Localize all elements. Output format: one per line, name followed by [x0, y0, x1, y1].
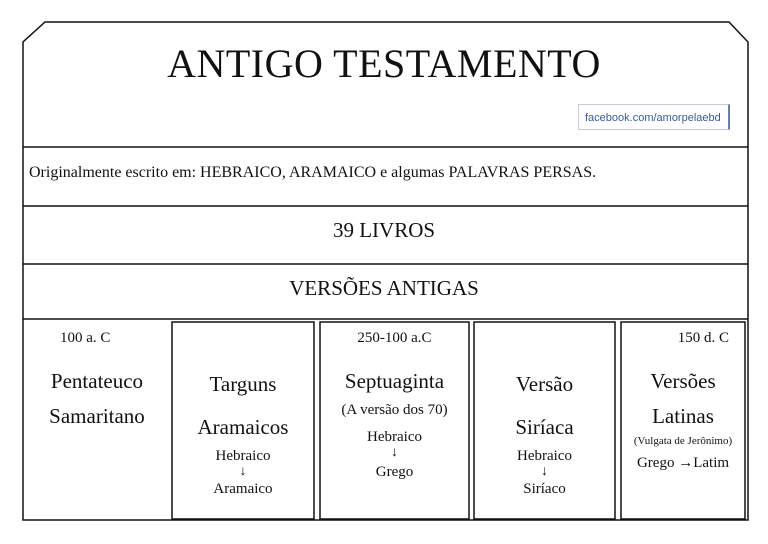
source-language: Hebraico [367, 429, 422, 445]
source-language: Hebraico [215, 448, 271, 464]
column-name-line2: Aramaicos [197, 415, 289, 439]
column-date: 150 d. C [677, 330, 729, 346]
target-language: Grego [375, 464, 414, 480]
column-name-line1: Septuaginta [344, 369, 445, 393]
books-count: 39 LIVROS [332, 218, 436, 242]
page-title: ANTIGO TESTAMENTO [167, 41, 601, 86]
column-note: (Vulgata de Jerônimo) [633, 435, 733, 447]
column-name-line2: Samaritano [49, 404, 145, 428]
facebook-badge[interactable]: facebook.com/amorpelaebd [578, 104, 730, 130]
column-pentateuco [24, 330, 170, 429]
arrow-right-icon: → [678, 455, 694, 471]
arrow-down-icon: ↓ [391, 445, 398, 460]
arrow-down-icon: ↓ [239, 464, 247, 479]
column-name-line1: Versão [515, 372, 574, 396]
target-language: Siríaco [523, 481, 566, 497]
target-language: Latim [693, 455, 730, 471]
arrow-down-icon: ↓ [541, 464, 548, 479]
translation-line [621, 455, 745, 472]
column-name-line2: Siríaca [515, 415, 574, 439]
target-language: Aramaico [213, 481, 273, 497]
column-name-line2: Latinas [652, 404, 714, 428]
column-name-line1: Versões [650, 369, 716, 393]
column-name-line1: Pentateuco [50, 369, 144, 393]
column-date: 250-100 a.C [357, 330, 432, 346]
source-language: Grego [636, 455, 675, 471]
ancient-versions-heading: VERSÕES ANTIGAS [289, 276, 479, 300]
column-note: (A versão dos 70) [341, 402, 448, 418]
column-targuns [172, 372, 314, 498]
column-date: 100 a. C [60, 330, 111, 346]
column-name-line1: Targuns [209, 372, 277, 396]
original-languages-text: Originalmente escrito em: HEBRAICO, ARAMAICO e algumas PALAVRAS PERSAS. [29, 164, 597, 181]
column-septuaginta [320, 330, 469, 481]
column-siriaca [474, 372, 615, 498]
source-language: Hebraico [517, 448, 572, 464]
column-latinas [621, 330, 745, 472]
